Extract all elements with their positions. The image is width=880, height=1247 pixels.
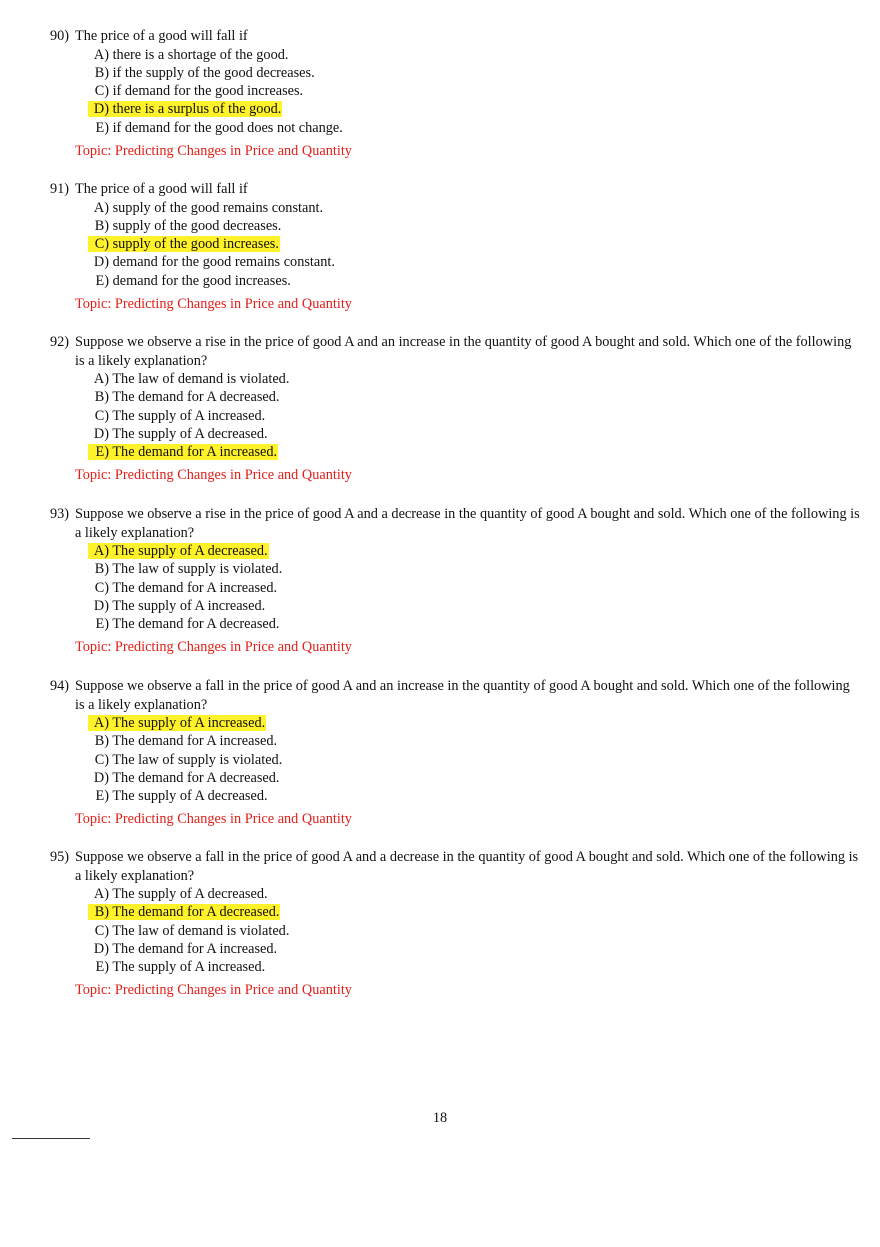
- answer-option-e: E) demand for the good increases.: [95, 272, 291, 289]
- question-stem: [50, 848, 860, 885]
- answer-option-c-correct: C) supply of the good increases.: [88, 235, 860, 253]
- answer-option-b-correct: B) The demand for A decreased.: [88, 903, 860, 921]
- question-90: [50, 27, 860, 160]
- answer-option-b: B) The law of supply is violated.: [94, 561, 283, 578]
- answer-options: [88, 370, 860, 461]
- question-number: 92): [50, 334, 70, 350]
- answer-option-a: A) The law of demand is violated.: [93, 371, 290, 387]
- answer-option-e: E) The supply of A decreased.: [95, 788, 268, 805]
- question-stem: [50, 180, 860, 199]
- answer-option-b: B) supply of the good decreases.: [94, 217, 282, 234]
- question-number: 91): [50, 181, 70, 197]
- answer-option-b: B) The demand for A increased.: [94, 733, 278, 750]
- answer-option-d: D) The demand for A increased.: [93, 940, 278, 957]
- answer-option-a-correct: A) The supply of A decreased.: [88, 542, 860, 560]
- question-stem: [50, 505, 860, 542]
- answer-options: [88, 885, 860, 976]
- answer-option-c: C) The law of demand is violated.: [94, 922, 290, 939]
- question-text: Suppose we observe a fall in the price of good A and a decrease in the quantity of good A bought and sold. Which one of the following is a likely explanation?: [75, 849, 859, 884]
- answer-options: [88, 714, 860, 805]
- topic-label: Topic: Predicting Changes in Price and Quantity: [75, 467, 352, 484]
- question-number: 94): [50, 678, 70, 694]
- answer-option-c: C) The law of supply is violated.: [94, 751, 283, 768]
- answer-option-e: E) The demand for A decreased.: [95, 616, 280, 633]
- question-text: The price of a good will fall if: [75, 28, 248, 44]
- answer-option-b: B) The demand for A decreased.: [94, 389, 280, 406]
- question-text: The price of a good will fall if: [75, 181, 248, 197]
- answer-option-a: A) The supply of A decreased.: [93, 886, 268, 902]
- question-93: [50, 505, 860, 656]
- question-stem: [50, 333, 860, 370]
- answer-options: [88, 199, 860, 290]
- question-stem: [50, 677, 860, 714]
- answer-option-a: A) there is a shortage of the good.: [93, 46, 289, 63]
- question-stem: [50, 27, 860, 46]
- answer-option-a-correct: A) The supply of A increased.: [88, 714, 860, 732]
- answer-option-b: B) if the supply of the good decreases.: [94, 64, 315, 81]
- question-text: Suppose we observe a rise in the price of good A and a decrease in the quantity of good A bought and sold. Which one of the following is a likely explanation?: [75, 506, 860, 541]
- answer-option-d: D) The supply of A decreased.: [93, 425, 268, 442]
- topic-label: Topic: Predicting Changes in Price and Quantity: [75, 811, 352, 828]
- answer-option-c: C) The supply of A increased.: [94, 407, 266, 424]
- question-92: [50, 333, 860, 484]
- answer-option-e: E) if demand for the good does not change.: [95, 119, 343, 136]
- answer-option-c: C) The demand for A increased.: [94, 579, 278, 596]
- topic-label: Topic: Predicting Changes in Price and Quantity: [75, 639, 352, 656]
- footnote-divider: [12, 1138, 90, 1139]
- answer-option-d: D) demand for the good remains constant.: [93, 254, 335, 271]
- topic-label: Topic: Predicting Changes in Price and Quantity: [75, 295, 352, 312]
- answer-option-e: E) The supply of A increased.: [95, 959, 266, 976]
- topic-label: Topic: Predicting Changes in Price and Quantity: [75, 982, 352, 999]
- question-number: 90): [50, 28, 70, 44]
- topic-label: Topic: Predicting Changes in Price and Quantity: [75, 142, 352, 159]
- question-number: 95): [50, 849, 70, 865]
- answer-option-d: D) The demand for A decreased.: [93, 769, 280, 786]
- answer-option-a: A) supply of the good remains constant.: [93, 199, 324, 216]
- answer-options: [88, 542, 860, 633]
- answer-option-e-correct: E) The demand for A increased.: [88, 443, 860, 461]
- question-number: 93): [50, 506, 70, 522]
- question-94: [50, 677, 860, 828]
- question-text: Suppose we observe a fall in the price of good A and an increase in the quantity of good A bought and sold. Which one of the following is a likely explanation?: [75, 678, 850, 713]
- page-number: 18: [432, 1110, 448, 1126]
- question-95: [50, 848, 860, 999]
- answer-options: [88, 46, 860, 137]
- question-text: Suppose we observe a rise in the price of good A and an increase in the quantity of good A bought and sold. Which one of the following is a likely explanation?: [75, 334, 852, 369]
- answer-option-d: D) The supply of A increased.: [93, 597, 266, 614]
- answer-option-c: C) if demand for the good increases.: [94, 83, 304, 100]
- answer-option-d-correct: D) there is a surplus of the good.: [88, 100, 860, 118]
- question-91: [50, 180, 860, 313]
